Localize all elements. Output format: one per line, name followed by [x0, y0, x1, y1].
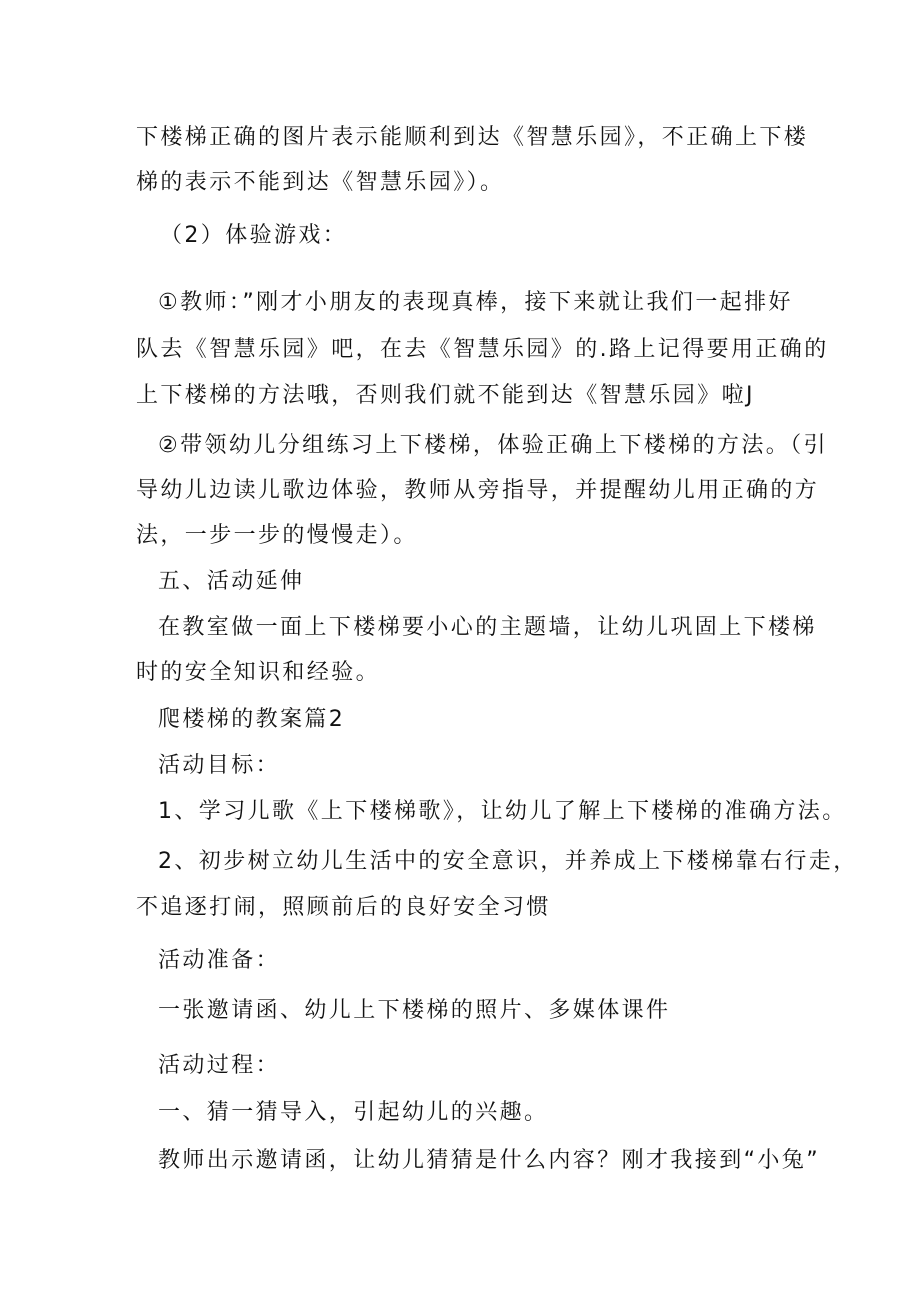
text-line-11: 在教室做一面上下楼梯要小心的主题墙，让幼儿巩固上下楼梯	[158, 615, 817, 640]
text-line-3: （2）体验游戏：	[160, 223, 348, 248]
section-heading-lesson-2: 爬楼梯的教案篇2	[158, 707, 346, 732]
text-line-22: 教师出示邀请函，让幼儿猜猜是什么内容？刚才我接到“小兔”	[158, 1148, 820, 1173]
section-heading-process: 活动过程：	[158, 1053, 281, 1078]
text-line-12: 时的安全知识和经验。	[136, 660, 381, 685]
text-line-8: 导幼儿边读儿歌边体验，教师从旁指导，并提醒幼儿用正确的方	[136, 478, 820, 503]
section-heading-preparation: 活动准备：	[158, 948, 281, 973]
text-line-5: 队去《智慧乐园》吧，在去《智慧乐园》的.路上记得要用正确的	[136, 337, 829, 362]
text-line-1: 下楼梯正确的图片表示能顺利到达《智慧乐园》，不正确上下楼	[136, 125, 809, 150]
text-line-17: 不追逐打闹，照顾前后的良好安全习惯	[136, 895, 551, 920]
section-heading-goals: 活动目标：	[158, 753, 281, 778]
text-line-6: 上下楼梯的方法哦，否则我们就不能到达《智慧乐园》啦J	[136, 383, 755, 408]
text-line-2: 梯的表示不能到达《智慧乐园》）。	[136, 170, 505, 195]
text-line-4: ①教师：”刚才小朋友的表现真棒，接下来就让我们一起排好	[158, 290, 793, 315]
text-line-7: ②带领幼儿分组练习上下楼梯，体验正确上下楼梯的方法。（引	[158, 433, 828, 458]
text-line-16: 2、初步树立幼儿生活中的安全意识，并养成上下楼梯靠右行走，	[158, 849, 858, 874]
text-line-15: 1、学习儿歌《上下楼梯歌》，让幼儿了解上下楼梯的准确方法。	[158, 799, 847, 824]
section-heading-extension: 五、活动延伸	[158, 569, 305, 594]
text-line-19: 一张邀请函、幼儿上下楼梯的照片、多媒体课件	[158, 998, 671, 1023]
text-line-9: 法，一步一步的慢慢走）。	[136, 523, 418, 548]
text-line-21: 一、猜一猜导入，引起幼儿的兴趣。	[158, 1100, 549, 1125]
